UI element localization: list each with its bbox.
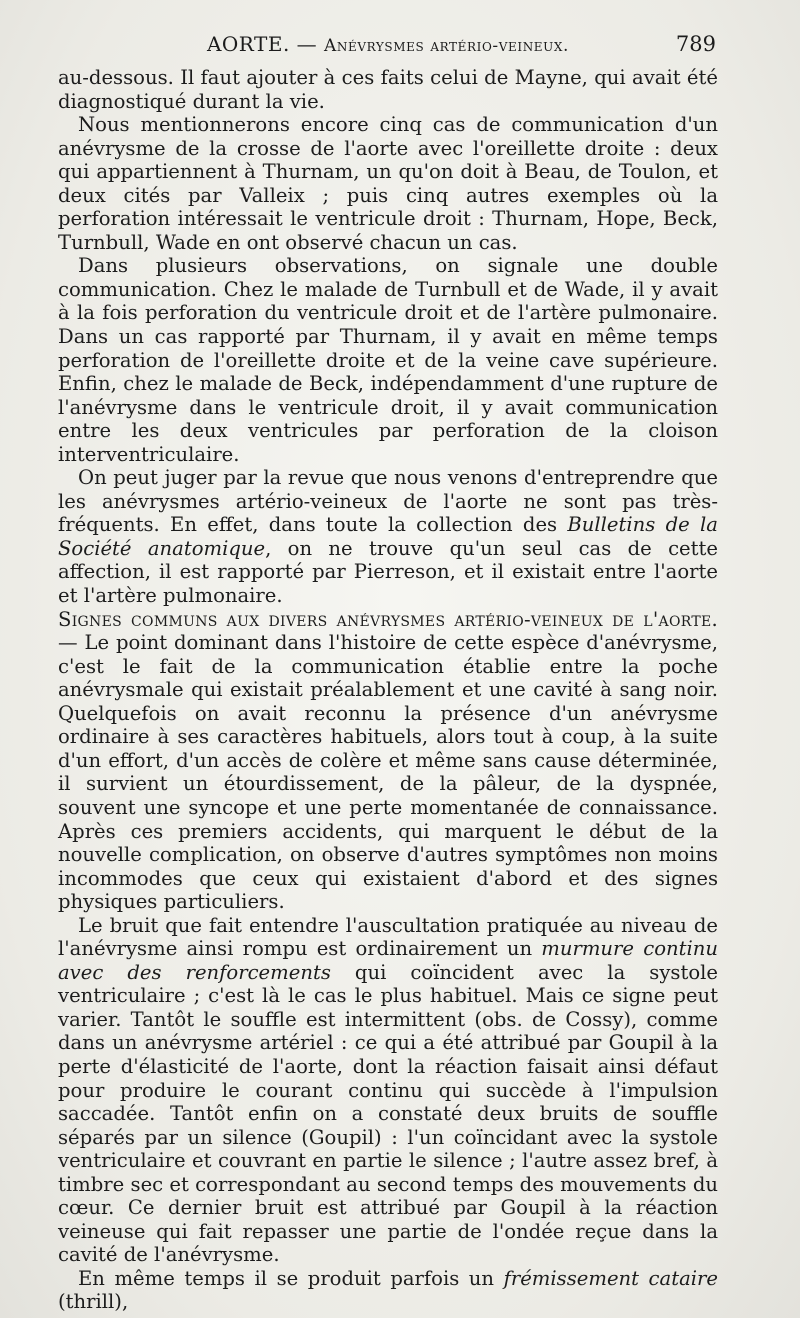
paragraph-4	[58, 466, 718, 607]
header-dash: —	[296, 32, 318, 56]
paragraph-7	[58, 1267, 718, 1314]
paragraph-3: Dans plusieurs observations, on signale une double communication. Chez le malade de Turnbull et de Wade, il y avait à la fois perforation du ventricule droit et de l'artère pulmonaire. Dans un cas rapporté par Thurnam, il y avait en même temps perforation de l'oreillette droite et de la veine cave supérieure. Enfin, chez le malade de Beck, indépendamment d'une rupture de l'anévrysme dans le ventricule droit, il y avait communication entre les deux ventricules par perforation de la cloison interventriculaire.	[58, 254, 718, 466]
paragraph-5	[58, 608, 718, 914]
section-heading: Signes communs aux divers anévrysmes artério-veineux de l'aorte.	[58, 607, 718, 631]
p6-text-after: qui coïncident avec la systole ventriculaire ; c'est là le cas le plus habituel. Mais ce signe peut varier. Tantôt le souffle est intermittent (obs. de Cossy), comme dans un anévrysme artériel : ce qui a été attribué par Goupil à la perte d'élasticité de l'aorte, dont la réaction faisait ainsi défaut pour produire le courant continu qui succède à l'impulsion saccadée. Tantôt enfin on a constaté deux bruits de souffle séparés par un silence (Goupil) : l'un coïncidant avec la systole ventriculaire et couvrant en partie le silence ; l'autre assez bref, à timbre sec et correspondant au second temps des mouvements du cœur. Ce dernier bruit est attribué par Goupil à la réaction veineuse qui fait repasser une partie de l'ondée reçue dans la cavité de l'anévrysme.	[58, 960, 718, 1267]
p6-italic-term: murmure continu avec des renforcements	[58, 937, 718, 984]
p6-text-before: Le bruit que fait entendre l'auscultation pratiquée au niveau de l'anévrysme ainsi rompu est ordinairement un	[58, 913, 718, 961]
paragraph-2: Nous mentionnerons encore cinq cas de communication d'un anévrysme de la crosse de l'aorte avec l'oreillette droite : deux qui appartiennent à Thurnam, un qu'on doit à Beau, de Toulon, et deux cités par Valleix ; puis cinq autres exemples où la perforation intéressait le ventricule droit : Thurnam, Hope, Beck, Turnbull, Wade en ont observé chacun un cas.	[58, 113, 718, 254]
header-subtitle: Anévrysmes artério-veineux.	[324, 36, 570, 56]
p4-italic-title: Bulletins de la Société anatomique	[58, 513, 718, 560]
p7-text-after: (thrill),	[58, 1290, 129, 1314]
header-section: AORTE.	[206, 32, 290, 56]
heading-dash: —	[58, 631, 85, 655]
p4-text-before: On peut juger par la revue que nous venons d'entreprendre que les anévrysmes artério-veineux de l'aorte ne sont pas très-fréquents. En effet, dans toute la collection des	[58, 466, 718, 537]
running-title	[60, 32, 716, 56]
paragraph-6	[58, 914, 718, 1267]
page-body	[58, 66, 718, 1314]
p4-text-after: , on ne trouve qu'un seul cas de cette affection, il est rapporté par Pierreson, et il existait entre l'aorte et l'artère pulmonaire.	[58, 536, 718, 608]
p7-italic-term: frémissement cataire	[503, 1266, 719, 1290]
p5-text: Le point dominant dans l'histoire de cette espèce d'anévrysme, c'est le fait de la communication établie entre la poche anévrysmale qui existait préalablement et une cavité à sang noir. Quelquefois on avait reconnu la présence d'un anévrysme ordinaire à ses caractères habituels, alors tout à coup, à la suite d'un effort, d'un accès de colère et même sans cause déterminée, il survient un étourdissement, de la pâleur, de la dyspnée, souvent une syncope et une perte momentanée de connaissance. Après ces premiers accidents, qui marquent le début de la nouvelle complication, on observe d'autres symptômes non moins incommodes que ceux qui existaient d'abord et des signes physiques particuliers.	[58, 631, 718, 914]
paragraph-1: au-dessous. Il faut ajouter à ces faits celui de Mayne, qui avait été diagnostiqué durant la vie.	[58, 66, 718, 113]
running-header	[60, 32, 716, 62]
p7-text-before: En même temps il se produit parfois un	[78, 1266, 504, 1290]
page-number: 789	[675, 32, 716, 56]
